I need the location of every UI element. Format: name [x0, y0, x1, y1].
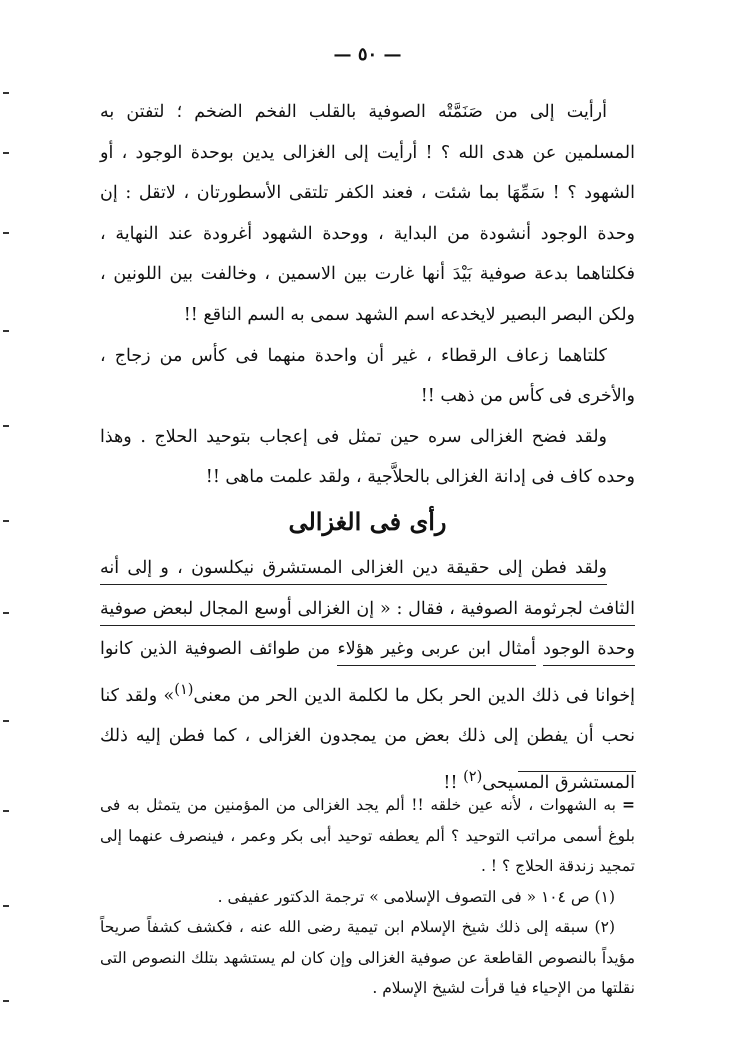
footnote: (١) ص ١٠٤ « فى التصوف الإسلامى » ترجمة الدكتور عفيفى .	[217, 887, 615, 906]
margin-mark	[3, 330, 9, 332]
footnote-separator	[518, 771, 636, 772]
margin-mark	[3, 720, 9, 722]
margin-mark	[3, 152, 9, 154]
section-heading: رأى فى الغزالى	[288, 506, 447, 536]
margin-mark	[3, 612, 9, 614]
footnote-continuation	[100, 790, 635, 882]
margin-mark	[3, 810, 9, 812]
paragraph: أرأيت إلى من صَنَمَّتْه الصوفية بالقلب الفخم الضخم ؛ لتفتن به المسلمين عن هدى الله ؟ ! أرأيت إلى الغزالى يدين بوحدة الوجود ، أو الشهود ؟ ! سَمِّهَا بما شئت ، فعند الكفر تلتقى الأسطورتان ، لاتقل : إن وحدة الوجود أنشودة من البداية ، ووحدة الشهود أغرودة عند النهاية ، فكلتاهما بدعة صوفية بَيْدَ أنها غارت بين الاسمين ، وخالفت بين اللونين ، ولكن البصر البصير لايخدعه اسم الشهد سمى به السم الناقع !!	[100, 102, 635, 325]
footnote: (٢) سبقه إلى ذلك شيخ الإسلام ابن تيمية رضى الله عنه ، فكشف كشفاً صريحاً مؤيداً بالنصوص القاطعة عن صوفية الغزالى وإن كان لم يستشهد بتلك النصوص التى نقلتها من الإحياء فيا قرأت لشيخ الإسلام .	[100, 918, 635, 997]
margin-mark	[3, 1000, 9, 1002]
margin-mark	[3, 92, 9, 94]
paragraph: ولقد فضح الغزالى سره حين تمثل فى إعجاب بتوحيد الحلاج . وهذا وحده كاف فى إدانة الغزالى بالحلاَّجية ، ولقد علمت ماهى !!	[100, 426, 635, 488]
margin-mark	[3, 520, 9, 522]
footnotes	[100, 790, 635, 1004]
paragraph: كلتاهما زعاف الرقطاء ، غير أن واحدة منهما فى كأس من زجاج ، والأخرى فى كأس من ذهب !!	[100, 345, 635, 407]
footnote-text: به الشهوات ، لأنه عين خلقه !! ألم يجد الغزالى من المؤمنين من يتمثل به فى بلوغ أسمى مراتب التوحيد ؟ ألم يعطفه توحيد أبى بكر وعمر ، فينصرف عنهما إلى تمجيد زندقة الحلاج ؟ ! .	[100, 796, 635, 875]
continuation-mark: =	[622, 795, 635, 814]
footnote-ref: (٢)	[463, 767, 483, 785]
paragraph-text: » ولقد كنا نحب أن يفطن إلى ذلك بعض من يمجدون الغزالى ، كما فطن إليه ذلك المستشرق المسيحى	[100, 685, 635, 793]
margin-mark	[3, 905, 9, 907]
footnote-ref: (١)	[174, 680, 194, 698]
paragraph-text: !!	[443, 772, 458, 793]
page-number: — ٥٠ —	[333, 44, 402, 65]
margin-mark	[3, 232, 9, 234]
paragraph-text: من طوائف الصوفية الذين كانوا إخوانا فى ذلك الدين الحر بكل ما لكلمة الدين الحر من معنى	[100, 639, 635, 706]
main-text	[100, 92, 635, 803]
underlined-quote-continued: أمثال ابن عربى وغير هؤلاء	[337, 639, 535, 666]
margin-mark	[3, 425, 9, 427]
paragraph	[100, 548, 635, 803]
underlined-quote: ولقد فطن إلى حقيقة دين الغزالى المستشرق نيكلسون ، و إلى أنه الثافث لجرثومة الصوفية ، فقال : « إن الغزالى أوسع المجال لبعض صوفية وحدة الوجود	[100, 558, 635, 666]
